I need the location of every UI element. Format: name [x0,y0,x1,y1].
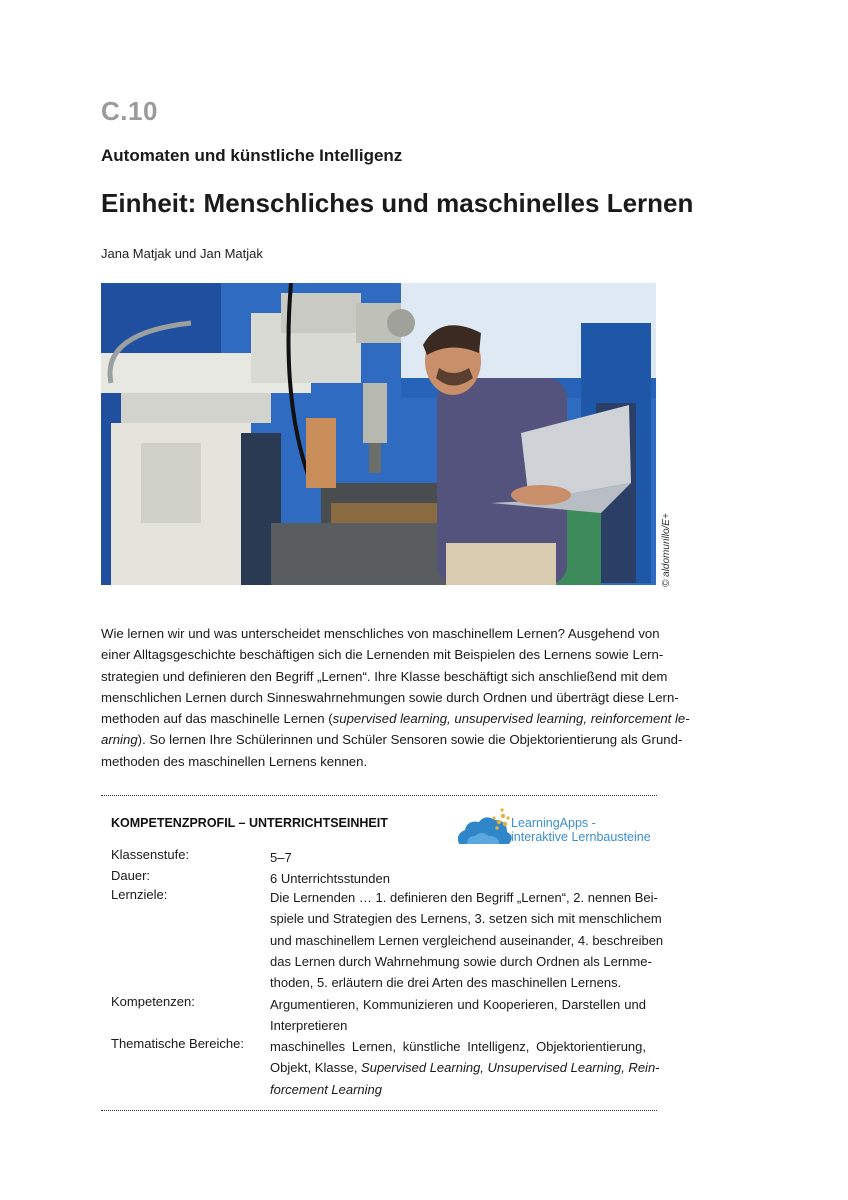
intro-paragraph [101,623,690,772]
label-lernziele: Lernziele: [111,887,168,902]
learning-types: supervised learning, unsupervised learning, reinforcement le- [332,711,690,727]
unit-code: C.10 [101,96,158,126]
value-klassenstufe: 5–7 [270,850,292,865]
value-dauer: 6 Unterrichtsstunden [270,871,390,886]
learningapps-logo-text: LearningApps - interaktive Lernbausteine [511,816,651,844]
learning-types-cont: arning [101,732,138,748]
page-title: Einheit: Menschliches und maschinelles Lernen [101,188,694,218]
label-thematische-bereiche: Thematische Bereiche: [111,1036,244,1051]
value-thematische-bereiche: maschinelles Lernen, künstliche Intelligenz, Objektorientierung, Objekt, Klasse, Supervised Learning, Unsupervised Learning, Rein- forcement Learning [270,1039,660,1097]
intro-line: strategien und definieren den Begriff „Lernen“. Ihre Klasse beschäftigt sich anschließend mit dem [101,668,668,684]
intro-line: methoden des maschinellen Lernens kennen. [101,753,368,769]
profile-title: KOMPETENZPROFIL – UNTERRICHTSEINHEIT [111,816,388,830]
series-title: Automaten und künstliche Intelligenz [101,146,403,165]
divider-top [101,795,657,796]
divider-bottom [101,1110,657,1111]
photo-credit: © aldomurillo/E+ [661,513,672,587]
authors: Jana Matjak und Jan Matjak [101,246,263,261]
intro-line: menschlichen Lernen durch Sinneswahrnehmungen sowie durch Ordnen und überträgt diese Lern- [101,689,679,705]
label-kompetenzen: Kompetenzen: [111,994,195,1009]
label-dauer: Dauer: [111,868,151,883]
value-kompetenzen: Argumentieren, Kommunizieren und Kooperieren, Darstellen und Interpretieren [270,997,646,1034]
intro-line: methoden auf das maschinelle Lernen (supervised learning, unsupervised learning, reinforcement le- [101,711,690,727]
intro-line: einer Alltagsgeschichte beschäftigen sich die Lernenden mit Beispielen des Lernens sowie Lern- [101,647,664,663]
label-klassenstufe: Klassenstufe: [111,847,190,862]
intro-line: arning). So lernen Ihre Schülerinnen und Schüler Sensoren sowie die Objektorientierung als Grund- [101,732,683,748]
value-lernziele: Die Lernenden … 1. definieren den Begriff „Lernen“, 2. nennen Bei- spiele und Strategien des Lernens, 3. setzen sich mit menschlichem und maschinellem Lernen vergleichend auseinander, 4. beschreiben das Lernen durch Wahrnehmung sowie durch Ordnen als Lernme- thoden, 5. erläutern die drei Arten des maschinellen Lernens. [270,890,664,991]
intro-line: Wie lernen wir und was unterscheidet menschliches von maschinellem Lernen? Ausgehend von [101,626,660,641]
header-photo [101,283,656,585]
